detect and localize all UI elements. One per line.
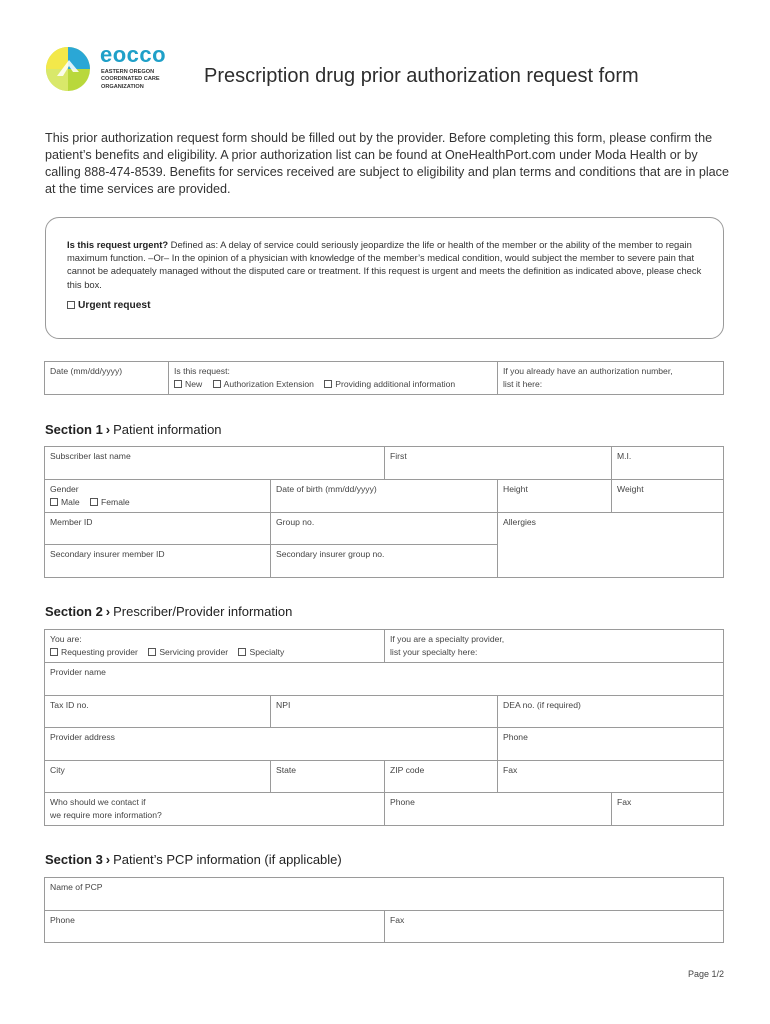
checkbox-icon: [50, 648, 58, 656]
checkbox-icon: [238, 648, 246, 656]
chevron-right-icon: ›: [105, 422, 111, 437]
section-title: Patient’s PCP information (if applicable): [113, 852, 342, 867]
allergies-field[interactable]: [497, 512, 724, 578]
city-field[interactable]: [44, 760, 271, 793]
option-label: Specialty: [249, 646, 285, 657]
height-field[interactable]: [497, 479, 612, 513]
request-extension-checkbox[interactable]: [213, 379, 314, 389]
zip-code-field[interactable]: [384, 760, 498, 793]
option-label: New: [185, 378, 203, 389]
field-label: Subscriber last name: [50, 451, 131, 461]
checkbox-icon: [90, 498, 98, 506]
section-number: Section 3: [45, 852, 103, 867]
field-label: Secondary insurer group no.: [276, 549, 385, 559]
secondary-group-no-field[interactable]: [270, 544, 498, 578]
field-label: Phone: [390, 797, 415, 807]
field-label: Allergies: [503, 517, 536, 527]
pcp-name-field[interactable]: [44, 877, 724, 911]
auth-number-field[interactable]: [497, 361, 724, 395]
contact-person-field[interactable]: [44, 792, 385, 826]
gender-male-checkbox[interactable]: [50, 497, 80, 507]
field-label: You are:: [50, 634, 82, 644]
option-label: Providing additional information: [335, 378, 456, 389]
dea-field[interactable]: [497, 695, 724, 728]
section-3-heading: [45, 852, 342, 867]
gender-female-checkbox[interactable]: [90, 497, 130, 507]
chevron-right-icon: ›: [105, 852, 111, 867]
contact-phone-field[interactable]: [384, 792, 612, 826]
contact-fax-field[interactable]: [611, 792, 724, 826]
field-label: Phone: [503, 732, 528, 742]
provider-phone-field[interactable]: [497, 727, 724, 761]
field-label: Weight: [617, 484, 644, 494]
intro-paragraph: This prior authorization request form should be filled out by the provider. Before completing this form, please confirm the patient’s benefits and eligibility. A prior authorization list can be found at OneHealthPort.com under Moda Health or by calling 888-474-8539. Benefits for services received are subject to eligibility and plan terms and conditions that are in place at the time services are provided.: [45, 131, 729, 196]
field-label: Tax ID no.: [50, 700, 89, 710]
logo-subtitle: EASTERN OREGON COORDINATED CARE ORGANIZATION: [101, 69, 160, 90]
urgent-request-label: Urgent request: [78, 300, 151, 311]
field-label: Fax: [503, 765, 518, 775]
first-name-field[interactable]: [384, 446, 612, 480]
date-of-birth-field[interactable]: [270, 479, 498, 513]
request-new-checkbox[interactable]: [174, 379, 202, 389]
field-label: NPI: [276, 700, 291, 710]
option-label: Female: [101, 496, 130, 507]
request-additional-info-checkbox[interactable]: [324, 379, 455, 389]
field-label: Fax: [390, 915, 405, 925]
field-label: Date of birth (mm/dd/yyyy): [276, 484, 377, 494]
pcp-fax-field[interactable]: [384, 910, 724, 943]
date-field[interactable]: [44, 361, 169, 395]
state-field[interactable]: [270, 760, 385, 793]
urgent-question: Is this request urgent?: [67, 239, 169, 250]
field-label: Fax: [617, 797, 632, 807]
urgent-definition: Defined as: A delay of service could seriously jeopardize the life or health of the member or the ability of the member to regain maximum function. –Or– In the opinion of a physician with knowledge of the member’s medical condition, would subject the member to severe pain that cannot be adequately managed without the disputed care or treatment. If this request is urgent and meets the definition as indicated above, please check this box.: [67, 239, 702, 290]
provider-fax-field[interactable]: [497, 760, 724, 793]
field-label: Height: [503, 484, 528, 494]
field-label: Provider name: [50, 667, 106, 677]
pcp-phone-field[interactable]: [44, 910, 385, 943]
field-label: Who should we contact if: [50, 797, 146, 807]
option-label: Requesting provider: [61, 646, 138, 657]
date-label: Date (mm/dd/yyyy): [50, 366, 123, 376]
field-label: Name of PCP: [50, 882, 103, 892]
request-type-label: Is this request:: [174, 366, 230, 376]
field-label: Phone: [50, 915, 75, 925]
field-label: State: [276, 765, 297, 775]
field-label: If you are a specialty provider,: [390, 634, 505, 644]
field-label: First: [390, 451, 407, 461]
chevron-right-icon: ›: [105, 604, 111, 619]
section-title: Prescriber/Provider information: [113, 604, 293, 619]
weight-field[interactable]: [611, 479, 724, 513]
subscriber-last-name-field[interactable]: [44, 446, 385, 480]
group-no-field[interactable]: [270, 512, 498, 545]
field-label: Secondary insurer member ID: [50, 549, 165, 559]
option-label: Authorization Extension: [223, 378, 314, 389]
field-label: Group no.: [276, 517, 315, 527]
checkbox-icon: [213, 380, 221, 388]
section-2-heading: [45, 604, 292, 619]
provider-address-field[interactable]: [44, 727, 498, 761]
page-number: Page 1/2: [688, 969, 725, 979]
field-label: ZIP code: [390, 765, 425, 775]
secondary-member-id-field[interactable]: [44, 544, 271, 578]
provider-role-field: [44, 629, 385, 663]
auth-number-label-2: list it here:: [503, 378, 543, 389]
option-label: Male: [61, 496, 80, 507]
servicing-provider-checkbox[interactable]: [148, 647, 228, 657]
urgent-description: [67, 238, 707, 291]
section-1-heading: [45, 422, 222, 437]
field-label: Gender: [50, 484, 79, 494]
urgent-request-checkbox[interactable]: [67, 300, 150, 311]
field-label: M.I.: [617, 451, 632, 461]
field-label: City: [50, 765, 65, 775]
checkbox-icon: [324, 380, 332, 388]
npi-field[interactable]: [270, 695, 498, 728]
checkbox-icon: [174, 380, 182, 388]
auth-number-label: If you already have an authorization number,: [503, 366, 673, 376]
field-label-2: list your specialty here:: [390, 646, 478, 657]
tax-id-field[interactable]: [44, 695, 271, 728]
page-title: Prescription drug prior authorization request form: [204, 65, 639, 87]
logo-wordmark: eocco: [100, 42, 167, 67]
gender-field: [44, 479, 271, 513]
field-label-2: we require more information?: [50, 809, 162, 820]
eocco-logo-icon: [45, 46, 91, 92]
checkbox-icon: [50, 498, 58, 506]
section-number: Section 2: [45, 604, 103, 619]
specialty-checkbox[interactable]: [238, 647, 284, 657]
checkbox-icon: [67, 301, 75, 309]
provider-name-field[interactable]: [44, 662, 724, 696]
field-label: DEA no. (if required): [503, 700, 581, 710]
option-label: Servicing provider: [159, 646, 229, 657]
member-id-field[interactable]: [44, 512, 271, 545]
section-title: Patient information: [113, 422, 222, 437]
requesting-provider-checkbox[interactable]: [50, 647, 138, 657]
field-label: Provider address: [50, 732, 115, 742]
specialty-field[interactable]: [384, 629, 724, 663]
section-number: Section 1: [45, 422, 103, 437]
field-label: Member ID: [50, 517, 93, 527]
checkbox-icon: [148, 648, 156, 656]
middle-initial-field[interactable]: [611, 446, 724, 480]
request-type-field: [168, 361, 498, 395]
